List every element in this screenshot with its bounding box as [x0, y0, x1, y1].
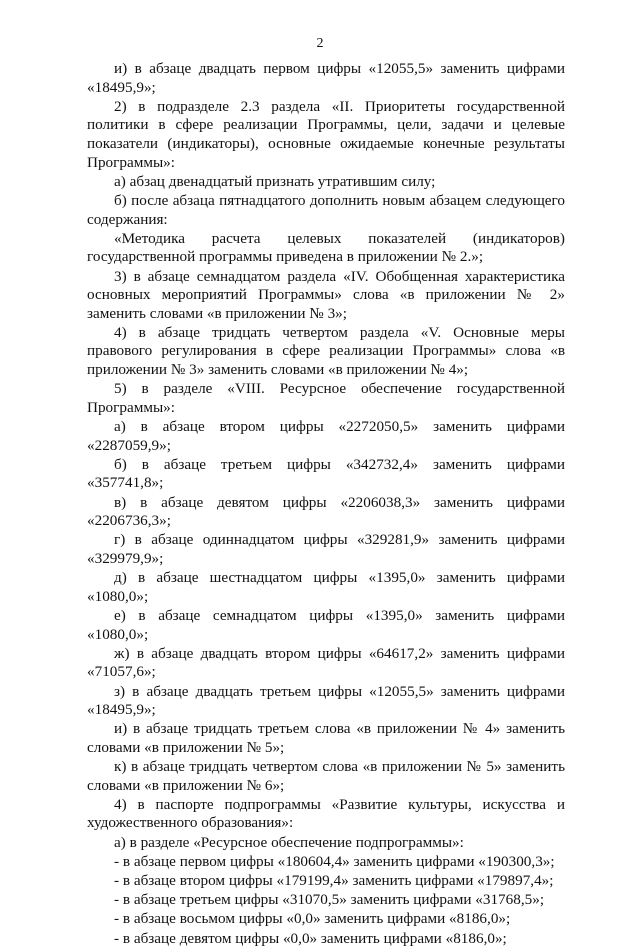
paragraph: - в абзаце девятом цифры «0,0» заменить цифрами «8186,0»;	[114, 929, 507, 947]
paragraph: к) в абзаце тридцать четвертом слова «в приложении № 5» заменить словами «в приложении № 6»;	[87, 758, 565, 794]
paragraph: - в абзаце восьмом цифры «0,0» заменить цифрами «8186,0»;	[114, 910, 511, 928]
paragraph: 3) в абзаце семнадцатом раздела «IV. Обобщенная характеристика основных мероприятий Программы» слова «в приложении № 2» заменить словами «в приложении № 3»;	[87, 267, 565, 322]
paragraph: и) в абзаце двадцать первом цифры «12055,5» заменить цифрами «18495,9»;	[87, 60, 565, 96]
paragraph: д) в абзаце шестнадцатом цифры «1395,0» заменить цифрами «1080,0»;	[87, 569, 565, 605]
paragraph: г) в абзаце одиннадцатом цифры «329281,9» заменить цифрами «329979,9»;	[87, 531, 565, 567]
paragraph: - в абзаце первом цифры «180604,4» заменить цифрами «190300,3»;	[114, 852, 555, 870]
paragraph: 2) в подразделе 2.3 раздела «II. Приоритеты государственной политики в сфере реализации Программы, цели, задачи и целевые показатели (индикаторы), основные ожидаемые конечные результаты Программы»:	[87, 97, 565, 171]
paragraph: б) в абзаце третьем цифры «342732,4» заменить цифрами «357741,8»;	[87, 455, 565, 492]
paragraph: - в абзаце втором цифры «179199,4» заменить цифрами «179897,4»;	[114, 872, 554, 889]
paragraph: и) в абзаце тридцать третьем слова «в приложении № 4» заменить словами «в приложении № 5»;	[87, 720, 565, 756]
paragraph: 4) в паспорте подпрограммы «Развитие культуры, искусства и художественного образования»:	[87, 795, 565, 832]
paragraph: 4) в абзаце тридцать четвертом раздела «V. Основные меры правового регулирования в сфере реализации Программы» слова «в приложении № 3» заменить словами «в приложении № 4»;	[87, 323, 565, 379]
paragraph: 5) в разделе «VIII. Ресурсное обеспечение государственной Программы»:	[87, 380, 565, 416]
document-body	[87, 60, 565, 949]
paragraph: е) в абзаце семнадцатом цифры «1395,0» заменить цифрами «1080,0»;	[87, 606, 565, 643]
page-number: 2	[316, 36, 324, 51]
paragraph: а) в абзаце втором цифры «2272050,5» заменить цифрами «2287059,9»;	[87, 418, 565, 454]
paragraph: з) в абзаце двадцать третьем цифры «12055,5» заменить цифрами «18495,9»;	[87, 682, 565, 719]
paragraph: «Методика расчета целевых показателей (индикаторов) государственной программы приведена в приложении № 2.»;	[87, 229, 565, 266]
paragraph: - в абзаце третьем цифры «31070,5» заменить цифрами «31768,5»;	[114, 891, 545, 909]
paragraph: б) после абзаца пятнадцатого дополнить новым абзацем следующего содержания:	[87, 191, 565, 228]
paragraph: в) в абзаце девятом цифры «2206038,3» заменить цифрами «2206736,3»;	[87, 493, 565, 530]
paragraph: а) абзац двенадцатый признать утратившим силу;	[114, 172, 436, 190]
paragraph: ж) в абзаце двадцать втором цифры «64617,2» заменить цифрами «71057,6»;	[87, 644, 565, 681]
paragraph: а) в разделе «Ресурсное обеспечение подпрограммы»:	[114, 833, 464, 851]
